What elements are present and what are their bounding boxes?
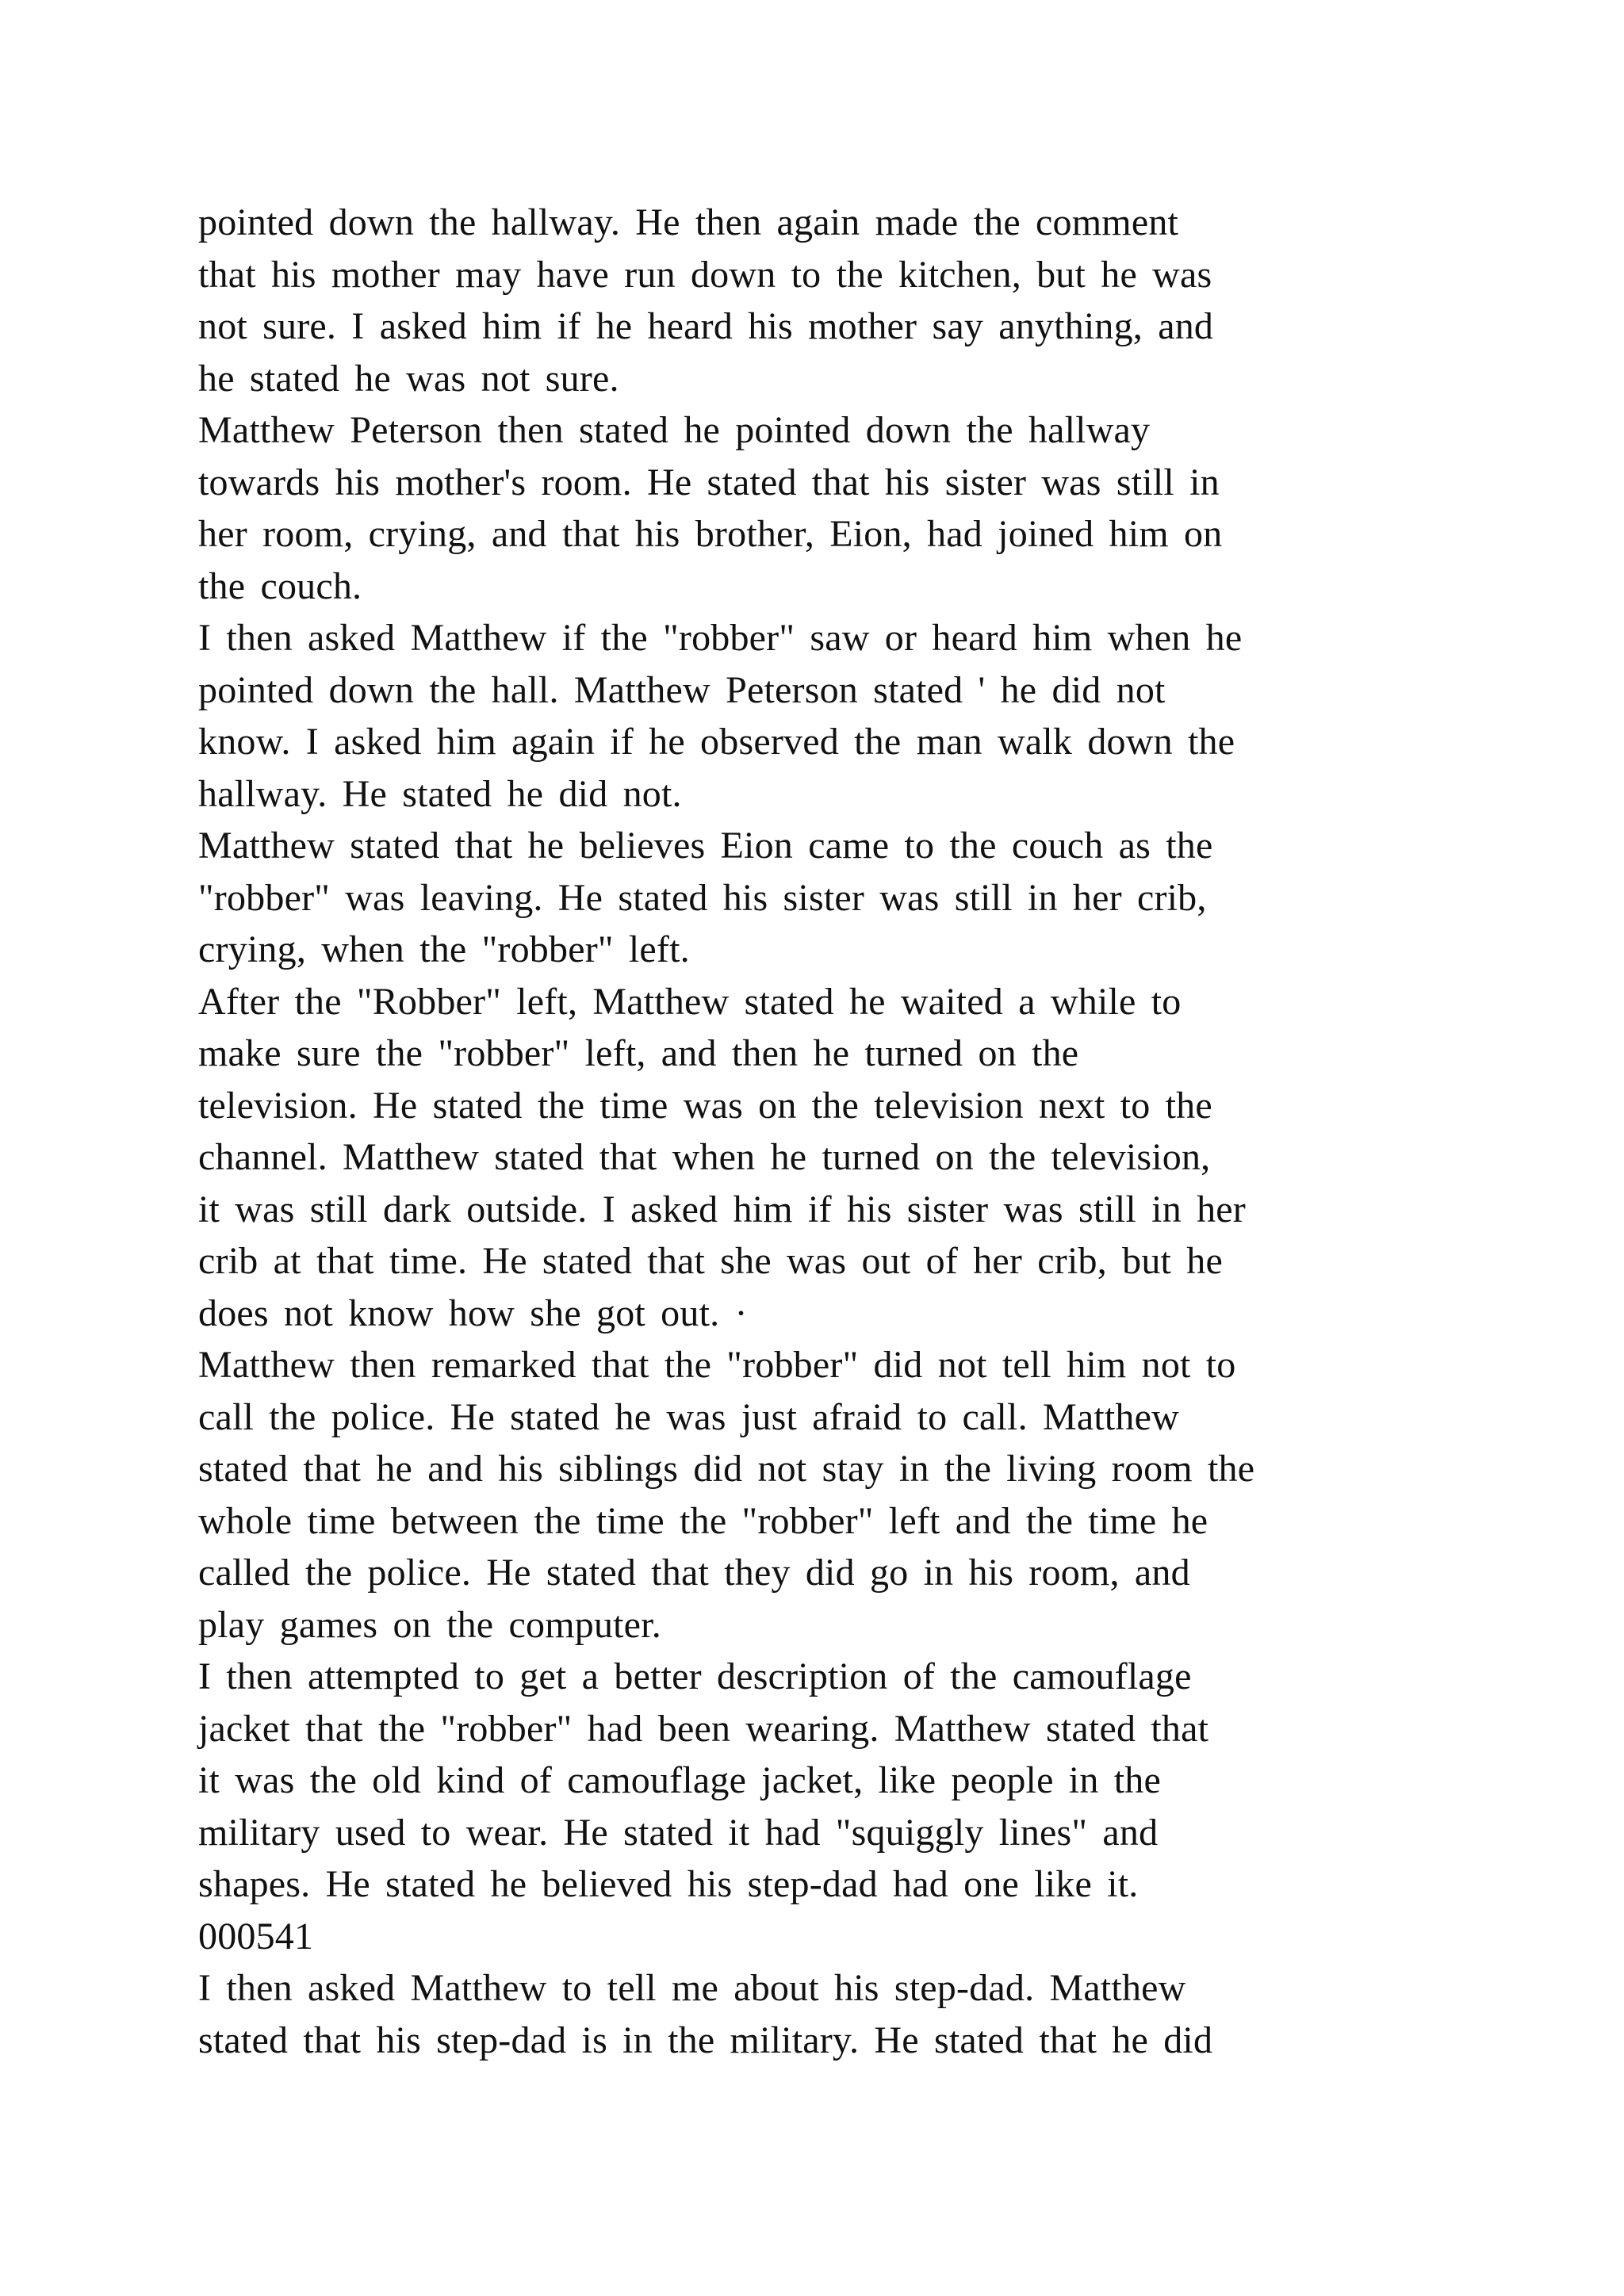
text-line: jacket that the "robber" had been wearing. Matthew stated that [198,1707,1209,1750]
text-line: pointed down the hallway. He then again made the comment [198,201,1179,243]
text-line: her room, crying, and that his brother, Eion, had joined him on [198,513,1223,555]
text-line: Matthew Peterson then stated he pointed down the hallway [198,409,1151,451]
text-line: television. He stated the time was on the television next to the [198,1084,1212,1127]
text-line: called the police. He stated that they did go in his room, and [198,1552,1190,1594]
text-line: crying, when the "robber" left. [198,928,690,970]
body-text [198,197,1515,2066]
text-line: shapes. He stated he believed his step-dad had one like it. [198,1863,1139,1905]
text-line: know. I asked him again if he observed the man walk down the [198,721,1235,763]
text-line: channel. Matthew stated that when he turned on the television, [198,1136,1211,1178]
text-line: military used to wear. He stated it had "squiggly lines" and [198,1811,1159,1854]
page-stamp-number: 000541 [198,1915,314,1957]
text-line: does not know how she got out. · [198,1292,748,1334]
text-line: hallway. He stated he did not. [198,772,682,815]
text-line: I then asked Matthew to tell me about his step-dad. Matthew [198,1967,1186,2009]
text-line: it was the old kind of camouflage jacket, like people in the [198,1759,1161,1801]
text-line: "robber" was leaving. He stated his sister was still in her crib, [198,876,1207,919]
text-line: the couch. [198,564,362,607]
text-line: that his mother may have run down to the kitchen, but he was [198,253,1212,296]
text-line: he stated he was not sure. [198,357,619,400]
text-line: pointed down the hall. Matthew Peterson stated ' he did not [198,668,1166,711]
text-line: it was still dark outside. I asked him if his sister was still in her [198,1188,1246,1230]
text-line: towards his mother's room. He stated that his sister was still in [198,461,1220,503]
text-line: stated that his step-dad is in the military. He stated that he did [198,2019,1213,2061]
text-line: Matthew stated that he believes Eion came to the couch as the [198,825,1213,867]
text-line: crib at that time. He stated that she was out of her crib, but he [198,1240,1223,1282]
text-line: stated that he and his siblings did not stay in the living room the [198,1448,1255,1490]
text-line: I then asked Matthew if the "robber" saw or heard him when he [198,617,1243,659]
text-line: play games on the computer. [198,1603,661,1646]
text-line: After the "Robber" left, Matthew stated he waited a while to [198,980,1182,1023]
text-line: Matthew then remarked that the "robber" did not tell him not to [198,1344,1236,1386]
text-line: not sure. I asked him if he heard his mother say anything, and [198,305,1214,347]
text-line: whole time between the time the "robber" left and the time he [198,1499,1208,1542]
text-line: call the police. He stated he was just afraid to call. Matthew [198,1395,1179,1438]
text-line: I then attempted to get a better description of the camouflage [198,1655,1192,1697]
text-line: make sure the "robber" left, and then he turned on the [198,1032,1079,1074]
